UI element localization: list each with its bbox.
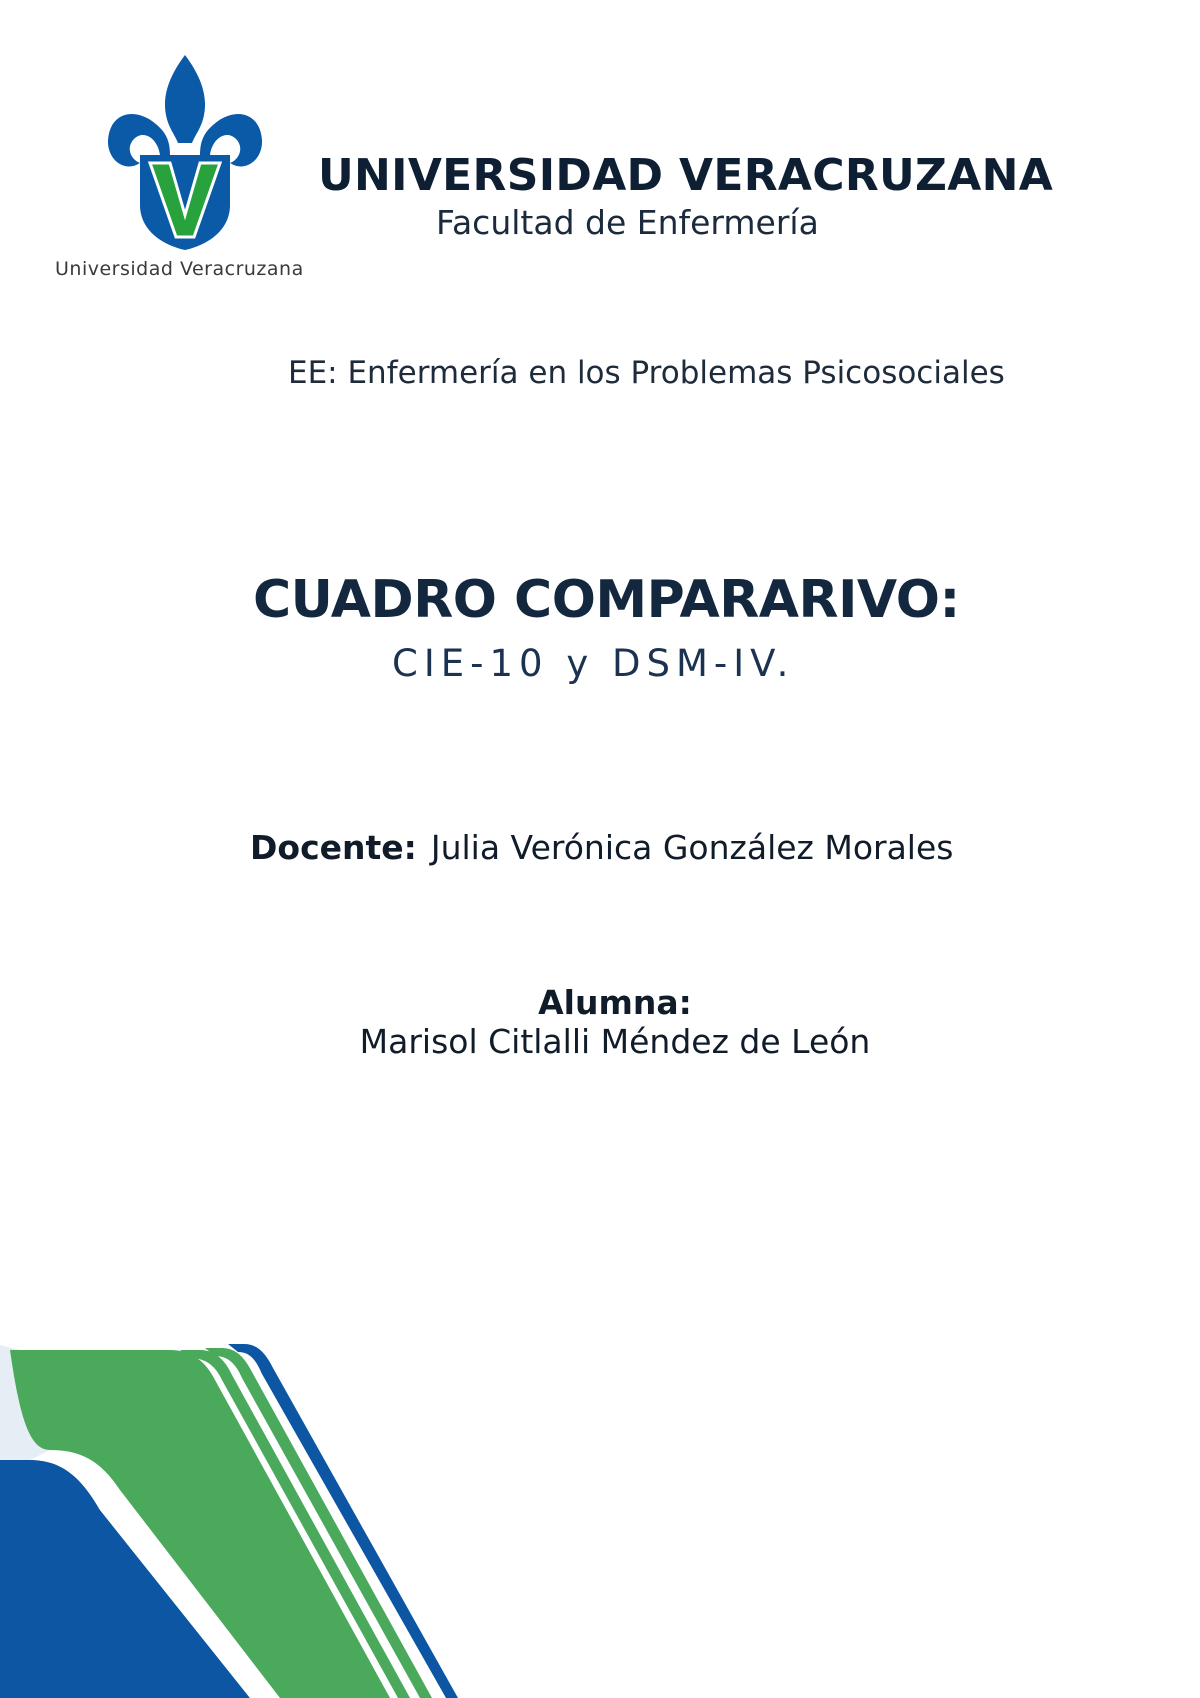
logo-caption: Universidad Veracruzana bbox=[55, 258, 304, 280]
docente-name: Julia Verónica González Morales bbox=[430, 828, 954, 867]
university-title: UNIVERSIDAD VERACRUZANA bbox=[318, 150, 1054, 201]
course-name: EE: Enfermería en los Problemas Psicosociales bbox=[288, 355, 1005, 391]
alumna-name: Marisol Citlalli Méndez de León bbox=[359, 1022, 871, 1061]
university-logo-icon bbox=[100, 55, 270, 250]
document-title: CUADRO COMPARARIVO: bbox=[253, 570, 960, 630]
faculty-name: Facultad de Enfermería bbox=[436, 203, 819, 242]
docente-label: Docente: bbox=[250, 828, 417, 867]
docente-line bbox=[250, 828, 953, 867]
alumna-label: Alumna: bbox=[538, 983, 692, 1022]
document-subtitle: CIE-10 y DSM-IV. bbox=[392, 642, 795, 685]
decorative-swoosh bbox=[0, 1300, 460, 1698]
